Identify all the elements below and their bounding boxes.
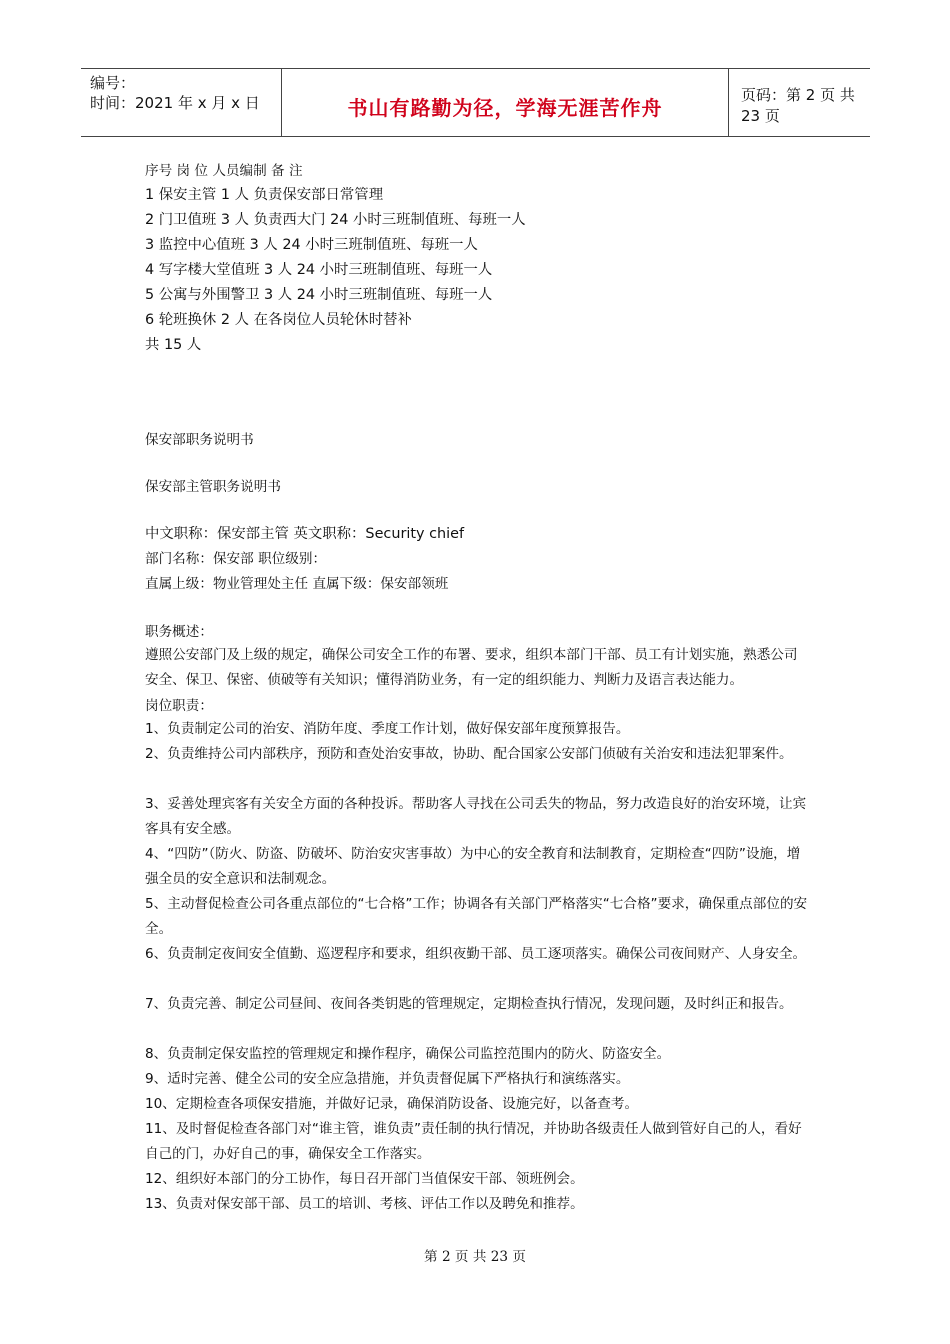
staffing-row: 1 保安主管 1 人 负责保安部日常管理 — [145, 187, 384, 203]
staffing-row: 6 轮班换休 2 人 在各岗位人员轮休时替补 — [145, 312, 412, 328]
page-header — [81, 68, 870, 137]
motto: 书山有路勤为径，学海无涯苦作舟 — [347, 96, 663, 120]
duty-item: 12、组织好本部门的分工协作，每日召开部门当值保安干部、领班例会。 — [145, 1171, 584, 1187]
reporting-line: 直属上级：物业管理处主任 直属下级：保安部领班 — [145, 576, 449, 592]
overview-label: 职务概述： — [145, 624, 213, 640]
duty-item: 2、负责维持公司内部秩序，预防和查处治安事故，协助、配合国家公安部门侦破有关治安和违法犯罪案件。 — [145, 746, 793, 762]
duty-item: 6、负责制定夜间安全值勤、巡逻程序和要求，组织夜勤干部、员工逐项落实。确保公司夜间财产、人身安全。 — [145, 946, 807, 962]
department-line: 部门名称：保安部 职位级别： — [145, 551, 327, 567]
duty-item: 8、负责制定保安监控的管理规定和操作程序，确保公司监控范围内的防火、防盗安全。 — [145, 1046, 671, 1062]
staffing-row: 4 写字楼大堂值班 3 人 24 小时三班制值班、每班一人 — [145, 262, 493, 278]
header-motto-cell — [281, 69, 729, 136]
staffing-total: 共 15 人 — [145, 337, 202, 353]
duty-item: 13、负责对保安部干部、员工的培训、考核、评估工作以及聘免和推荐。 — [145, 1196, 584, 1212]
staffing-row: 5 公寓与外围警卫 3 人 24 小时三班制值班、每班一人 — [145, 287, 493, 303]
duties-label: 岗位职责： — [145, 698, 213, 714]
duty-item: 10、定期检查各项保安措施，并做好记录，确保消防设备、设施完好，以备查考。 — [145, 1096, 639, 1112]
number-label: 编号： — [90, 74, 136, 92]
chief-spec-title: 保安部主管职务说明书 — [145, 479, 281, 495]
duty-item: 9、适时完善、健全公司的安全应急措施，并负责督促属下严格执行和演练落实。 — [145, 1071, 630, 1087]
duty-item: 7、负责完善、制定公司昼间、夜间各类钥匙的管理规定，定期检查执行情况，发现问题，及时纠正和报告。 — [145, 996, 793, 1012]
staffing-heading: 序号 岗 位 人员编制 备 注 — [145, 163, 303, 179]
header-meta — [81, 69, 281, 136]
duty-item: 4、“四防”（防火、防盗、防破坏、防治安灾害事故）为中心的安全教育和法制教育，定期检查“四防”设施，增强全员的安全意识和法制观念。 — [145, 846, 801, 887]
time-label: 时间：2021 年 x 月 x 日 — [90, 94, 260, 112]
header-page-cell — [728, 69, 870, 136]
duty-item: 1、负责制定公司的治安、消防年度、季度工作计划，做好保安部年度预算报告。 — [145, 721, 630, 737]
staffing-row: 3 监控中心值班 3 人 24 小时三班制值班、每班一人 — [145, 237, 478, 253]
header-page-label: 页码：第 2 页 共 23 页 — [741, 85, 855, 125]
page-footer: 第 2 页 共 23 页 — [424, 1249, 526, 1265]
job-title-line: 中文职称：保安部主管 英文职称：Security chief — [145, 526, 465, 542]
duty-item: 3、妥善处理宾客有关安全方面的各种投诉。帮助客人寻找在公司丢失的物品，努力改造良好的治安环境，让宾客具有安全感。 — [145, 796, 807, 837]
staffing-row: 2 门卫值班 3 人 负责西大门 24 小时三班制值班、每班一人 — [145, 212, 526, 228]
dept-spec-title: 保安部职务说明书 — [145, 432, 254, 448]
duty-item: 11、及时督促检查各部门对“谁主管，谁负责”责任制的执行情况，并协助各级责任人做到管好自己的人，看好自己的门，办好自己的事，确保安全工作落实。 — [145, 1121, 802, 1162]
overview-text: 遵照公安部门及上级的规定，确保公司安全工作的布署、要求，组织本部门干部、员工有计划实施，熟悉公司安全、保卫、保密、侦破等有关知识；懂得消防业务，有一定的组织能力、判断力及语言表达能力。 — [145, 647, 798, 688]
duty-item: 5、主动督促检查公司各重点部位的“七合格”工作；协调各有关部门严格落实“七合格”要求，确保重点部位的安全。 — [145, 896, 808, 937]
